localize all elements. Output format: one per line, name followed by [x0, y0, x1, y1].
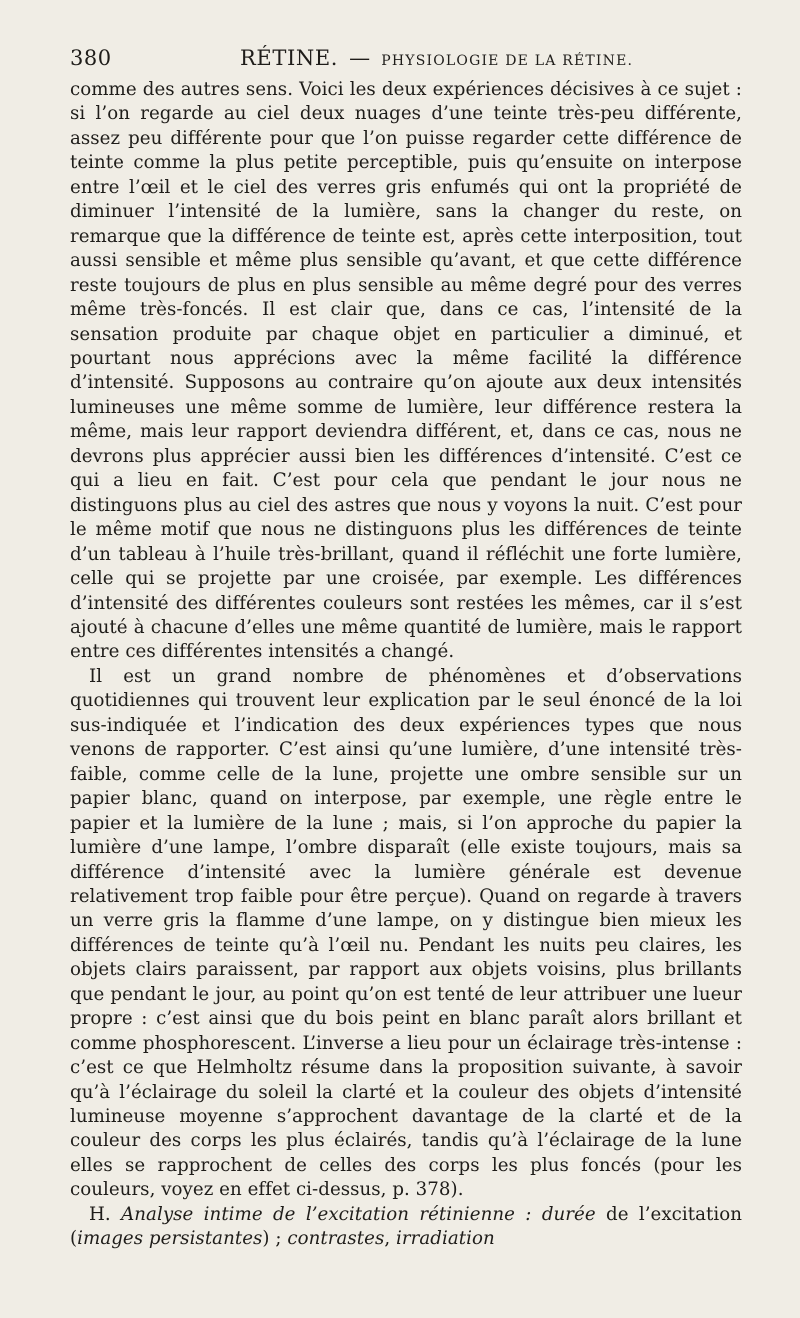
page-header: [70, 38, 740, 76]
section-h-images: images persistantes: [77, 1228, 263, 1250]
running-title-sub: PHYSIOLOGIE DE LA RÉTINE.: [381, 53, 634, 69]
page-body: [70, 78, 742, 1252]
section-h-irradiation: irradiation: [396, 1228, 495, 1250]
paragraph-1: comme des autres sens. Voici les deux expériences décisives à ce sujet : si l’on regarde au ciel deux nuages d’une teinte très-peu différente, assez peu différente pour que l’on puisse regarder cette différence de teinte comme la plus petite perceptible, puis qu’ensuite on interpose entre l’œil et le ciel des verres gris enfumés qui ont la propriété de diminuer l’intensité de la lumière, sans la changer du reste, on remarque que la différence de teinte est, après cette interposition, tout aussi sensible et même plus sensible qu’avant, et que cette différence reste toujours de plus en plus sensible au même degré pour des verres même très-foncés. Il est clair que, dans ce cas, l’intensité de la sensation produite par chaque objet en particulier a diminué, et pourtant nous apprécions avec la même facilité la différence d’intensité. Supposons au contraire qu’on ajoute aux deux intensités lumineuses une même somme de lumière, leur différence restera la même, mais leur rapport deviendra différent, et, dans ce cas, nous ne devrons plus apprécier aussi bien les différences d’intensité. C’est ce qui a lieu en fait. C’est pour cela que pendant le jour nous ne distinguons plus au ciel des astres que nous y voyons la nuit. C’est pour le même motif que nous ne distinguons plus les différences de teinte d’un tableau à l’huile très-brillant, quand il réfléchit une forte lumière, celle qui se projette par une croisée, par exemple. Les différences d’intensité des différentes couleurs sont restées les mêmes, car il s’est ajouté à chacune d’elles une même quantité de lumière, mais le rapport entre ces différentes intensités a changé.: [70, 79, 742, 663]
section-h-duree: durée: [541, 1203, 596, 1225]
section-h-comma: ,: [384, 1228, 391, 1250]
paragraph-2: Il est un grand nombre de phénomènes et d’observations quotidiennes qui trouvent leur explication par le seul énoncé de la loi sus-indiquée et l’indication des deux expériences types que nous venons de rapporter. C’est ainsi qu’une lumière, d’une intensité très-faible, comme celle de la lune, projette une ombre sensible sur un papier blanc, quand on interpose, par exemple, une règle entre le papier et la lumière de la lune ; mais, si l’on approche du papier la lumière d’une lampe, l’ombre disparaît (elle existe toujours, mais sa différence d’intensité avec la lumière générale est devenue relativement trop faible pour être perçue). Quand on regarde à travers un verre gris la flamme d’une lampe, on y distingue bien mieux les différences de teinte qu’à l’œil nu. Pendant les nuits peu claires, les objets clairs paraissent, par rapport aux objets voisins, plus brillants que pendant le jour, au point qu’on est tenté de leur attribuer une lueur propre : c’est ainsi que du bois peint en blanc paraît alors brillant et comme phosphorescent. L’inverse a lieu pour un éclairage très-intense : c’est ce que Helmholtz résume dans la proposition suivante, à savoir qu’à l’éclairage du soleil la clarté et la couleur des objets d’intensité lumineuse moyenne s’approchent davantage de la clarté et de la couleur des corps les plus éclairés, tandis qu’à l’éclairage de la lune elles se rapprochent de celles des corps les plus foncés (pour les couleurs, voyez en effet ci-dessus, p. 378).: [70, 665, 742, 1201]
section-h-heading: [70, 1203, 742, 1252]
section-h-label: H.: [89, 1203, 111, 1225]
section-h-excitation: de l’excitation: [606, 1203, 743, 1225]
page-number: 380: [70, 46, 112, 70]
running-title: [240, 46, 633, 70]
section-h-contrastes: contrastes: [287, 1228, 385, 1250]
running-title-main: RÉTINE.: [240, 46, 339, 70]
section-h-paren-close: ) ;: [262, 1228, 282, 1250]
running-title-separator: —: [349, 46, 371, 70]
section-h-paren-open: (: [70, 1228, 78, 1250]
section-h-title: Analyse intime de l’excitation rétinienne :: [121, 1203, 532, 1225]
